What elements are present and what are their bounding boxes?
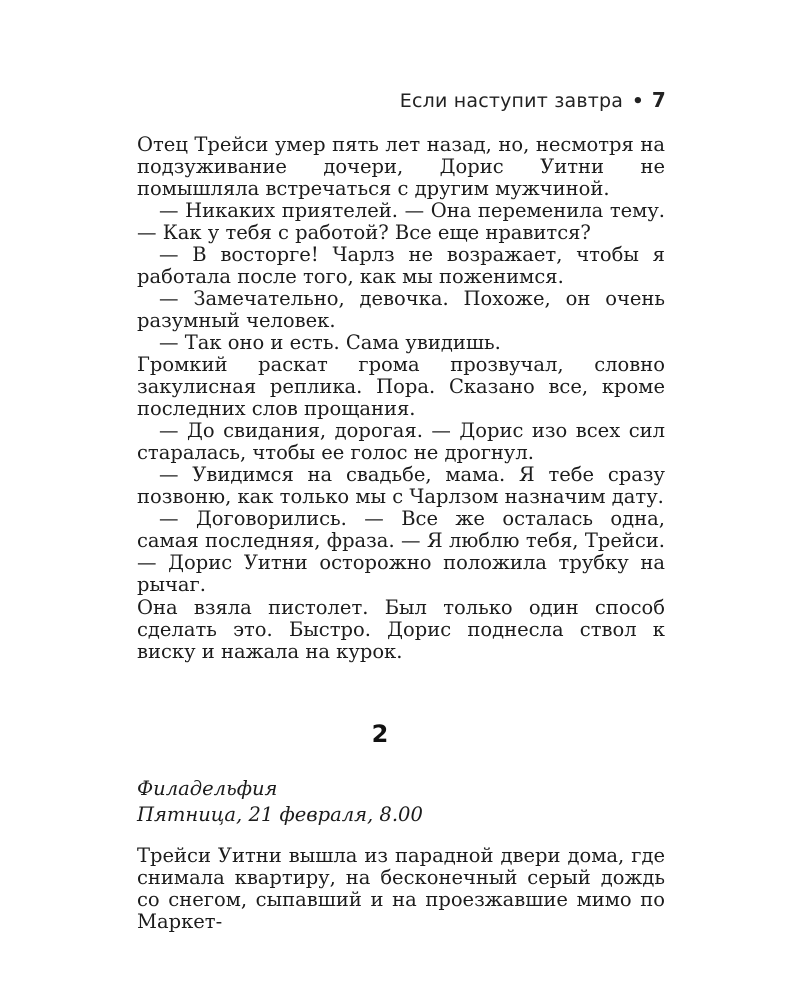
paragraph: — Никаких приятелей. — Она переменила тему. — Как у тебя с работой? Все еще нравится?	[137, 199, 665, 244]
dateline-place: Филадельфия	[137, 777, 278, 800]
running-header	[400, 88, 666, 112]
paragraph: Громкий раскат грома прозвучал, словно закулисная реплика. Пора. Сказано все, кроме последних слов прощания.	[137, 353, 665, 420]
text-section-2	[137, 597, 665, 663]
paragraph: — Замечательно, девочка. Похоже, он очень разумный человек.	[137, 287, 665, 332]
paragraph: Отец Трейси умер пять лет назад, но, несмотря на подзуживание дочери, Дорис Уитни не помышляла встречаться с другим мужчиной.	[137, 133, 665, 200]
header-separator: •	[632, 91, 644, 112]
paragraph: — До свидания, дорогая. — Дорис изо всех сил старалась, чтобы ее голос не дрогнул.	[137, 419, 665, 464]
paragraph: — Так оно и есть. Сама увидишь.	[159, 331, 501, 354]
paragraph: — В восторге! Чарлз не возражает, чтобы я работала после того, как мы поженимся.	[137, 243, 665, 288]
dateline-date: Пятница, 21 февраля, 8.00	[137, 803, 423, 826]
paragraph: — Увидимся на свадьбе, мама. Я тебе сразу позвоню, как только мы с Чарлзом назначим дату.	[137, 463, 665, 508]
page-number: 7	[651, 88, 666, 112]
text-section-1	[137, 134, 665, 596]
paragraph: Трейси Уитни вышла из парадной двери дома, где снимала квартиру, на бесконечный серый дождь со снегом, сыпавший и на проезжавшие мимо по Маркет-	[137, 844, 665, 933]
paragraph: Она взяла пистолет. Был только один способ сделать это. Быстро. Дорис поднесла ствол к виску и нажала на курок.	[137, 596, 665, 663]
chapter-dateline	[137, 776, 423, 828]
book-title: Если наступит завтра	[399, 90, 624, 112]
chapter-text	[137, 845, 665, 933]
chapter-number: 2	[371, 720, 389, 748]
paragraph: — Договорились. — Все же осталась одна, самая последняя, фраза. — Я люблю тебя, Трейси. — Дорис Уитни осторожно положила трубку на рычаг.	[137, 507, 665, 596]
